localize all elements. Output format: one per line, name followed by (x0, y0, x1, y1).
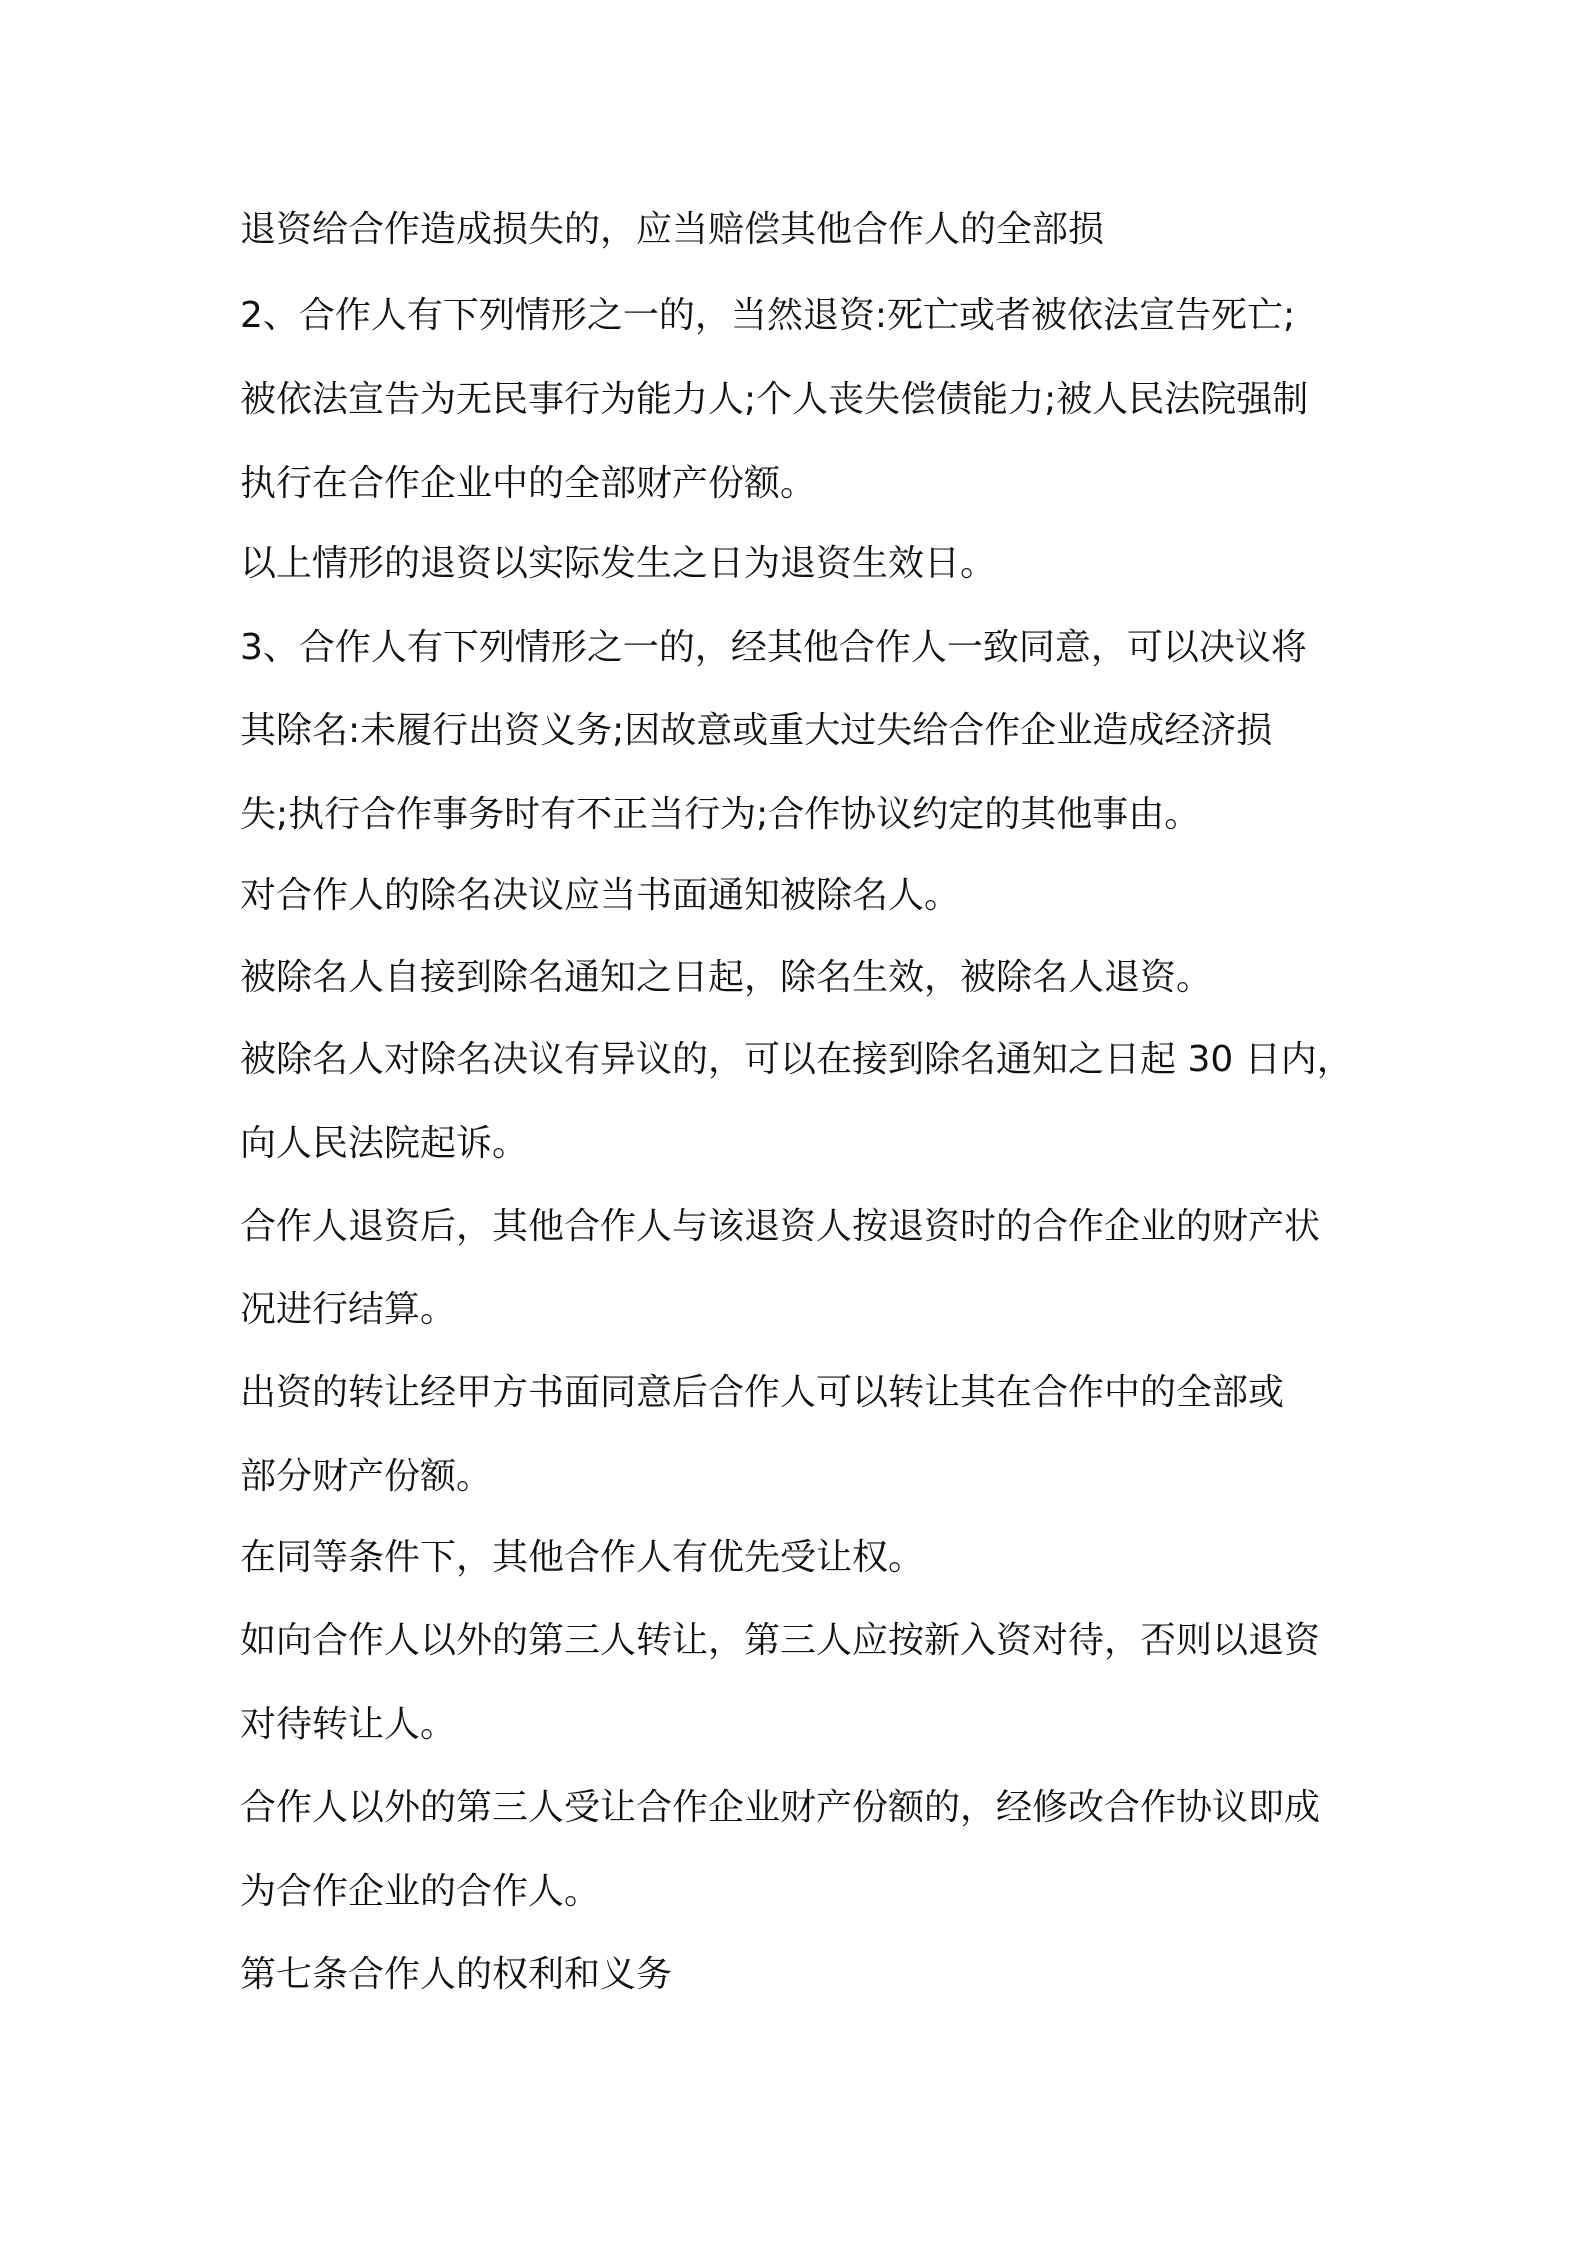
paragraph-line: 2、合作人有下列情形之一的，当然退资:死亡或者被依法宣告死亡; (240, 295, 1296, 336)
paragraph-line: 被除名人对除名决议有异议的，可以在接到除名通知之日起 30 日内， (240, 1039, 1353, 1080)
paragraph-line: 如向合作人以外的第三人转让，第三人应按新入资对待，否则以退资 (240, 1620, 1321, 1661)
section-heading: 第七条合作人的权利和义务 (240, 1954, 673, 1995)
paragraph-line: 合作人退资后，其他合作人与该退资人按退资时的合作企业的财产状 (240, 1206, 1321, 1247)
paragraph-line: 在同等条件下，其他合作人有优先受让权。 (240, 1537, 925, 1578)
paragraph-line: 其除名:未履行出资义务;因故意或重大过失给合作企业造成经济损 (240, 710, 1273, 751)
paragraph-line: 对待转让人。 (240, 1704, 457, 1745)
paragraph-line: 为合作企业的合作人。 (240, 1871, 601, 1912)
paragraph-line: 退资给合作造成损失的，应当赔偿其他合作人的全部损 (240, 209, 1105, 250)
paragraph-line: 况进行结算。 (240, 1289, 457, 1330)
paragraph-line: 执行在合作企业中的全部财产份额。 (240, 463, 817, 504)
paragraph-line: 被依法宣告为无民事行为能力人;个人丧失偿债能力;被人民法院强制 (240, 379, 1309, 420)
paragraph-line: 被除名人自接到除名通知之日起，除名生效，被除名人退资。 (240, 957, 1213, 998)
paragraph-line: 3、合作人有下列情形之一的，经其他合作人一致同意，可以决议将 (240, 627, 1307, 668)
paragraph-line: 部分财产份额。 (240, 1456, 493, 1497)
paragraph-line: 失;执行合作事务时有不正当行为;合作协议约定的其他事由。 (240, 794, 1201, 835)
paragraph-line: 对合作人的除名决议应当书面通知被除名人。 (240, 875, 961, 916)
paragraph-line: 以上情形的退资以实际发生之日为退资生效日。 (240, 543, 997, 584)
paragraph-line: 合作人以外的第三人受让合作企业财产份额的，经修改合作协议即成 (240, 1787, 1321, 1828)
paragraph-line: 出资的转让经甲方书面同意后合作人可以转让其在合作中的全部或 (240, 1372, 1285, 1413)
paragraph-line: 向人民法院起诉。 (240, 1123, 529, 1164)
